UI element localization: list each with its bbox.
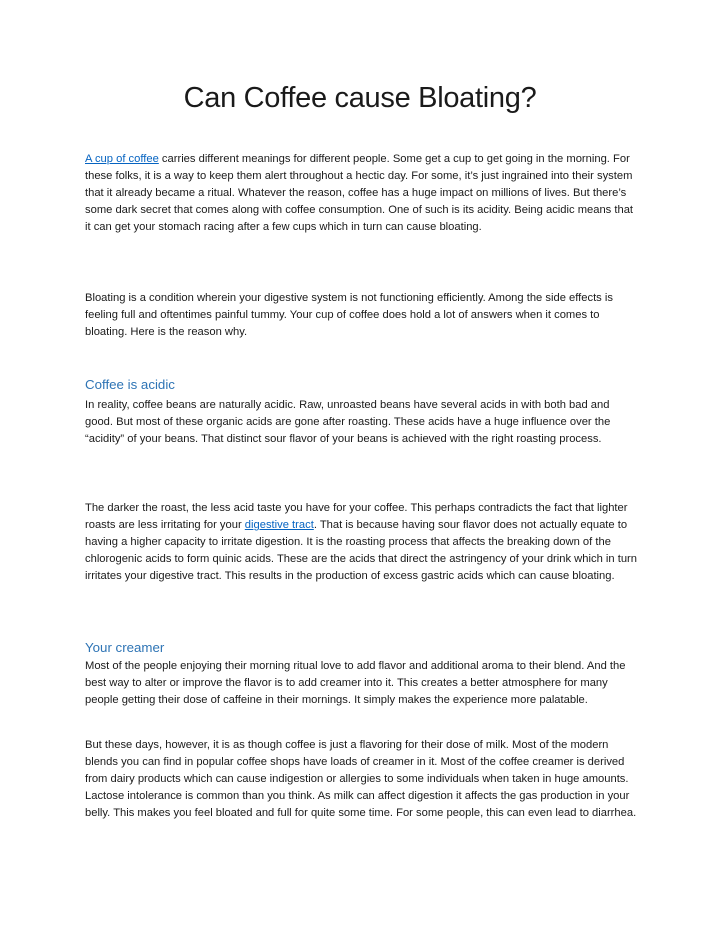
acidic-paragraph-2-before: The darker the roast, the less acid taste you have for your coffee. This perhaps contradicts the fact that lighter roasts are less irritating for your <box>85 502 628 531</box>
acidic-paragraph-2 <box>85 500 638 585</box>
intro-paragraph <box>85 151 638 236</box>
creamer-paragraph-2: But these days, however, it is as though coffee is just a flavoring for their dose of milk. Most of the modern blends you can find in popular coffee shops have loads of creamer in it. Most of the coffee creamer is derived from dairy products which can cause indigestion or allergies to some individuals when taken in huge amounts. Lactose intolerance is common than you think. As milk can affect digestion it affects the gas production in your belly. This makes you feel bloated and full for quite some time. For some people, this can even lead to diarrhea. <box>85 739 637 819</box>
bloating-paragraph: Bloating is a condition wherein your digestive system is not functioning efficiently. Among the side effects is feeling full and oftentimes painful tummy. Your cup of coffee does hold a lot of answers when it comes to bloating. Here is the reason why. <box>85 292 613 338</box>
page-title: Can Coffee cause Bloating? <box>183 82 537 114</box>
creamer-paragraph-1: Most of the people enjoying their morning ritual love to add flavor and additional aroma to their blend. And the best way to alter or improve the flavor is to add creamer into it. This creates a better atmosphere for many people getting their dose of caffeine in their mornings. It simply makes the experience more palatable. <box>85 660 626 706</box>
section-heading-creamer: Your creamer <box>85 640 165 655</box>
acidic-paragraph-2-after: . That is because having sour flavor does not actually equate to having a higher capacity to irritate digestion. It is the roasting process that affects the breaking down of the chlorogenic acids to form quinic acids. These are the acids that direct the astringency of your drink which in turn irritates your digestive tract. This results in the production of excess gastric acids which can cause bloating. <box>85 518 637 582</box>
acidic-paragraph-1: In reality, coffee beans are naturally acidic. Raw, unroasted beans have several acids in with both bad and good. But most of these organic acids are gone after roasting. These acids have a huge influence over the “acidity” of your beans. That distinct sour flavor of your beans is achieved with the right roasting process. <box>85 399 611 445</box>
cup-of-coffee-link[interactable]: A cup of coffee <box>85 153 159 165</box>
intro-text: carries different meanings for different people. Some get a cup to get going in the morning. For these folks, it is a way to keep them alert throughout a hectic day. For some, it’s just ingrained into their system that it already became a ritual. Whatever the reason, coffee has a huge impact on millions of lives. But there’s some dark secret that comes along with coffee consumption. One of such is its acidity. Being acidic means that it can get your stomach racing after a few cups which in turn can cause bloating. <box>85 153 634 233</box>
section-heading-acidic: Coffee is acidic <box>85 377 175 392</box>
digestive-tract-link[interactable]: digestive tract <box>244 518 314 531</box>
